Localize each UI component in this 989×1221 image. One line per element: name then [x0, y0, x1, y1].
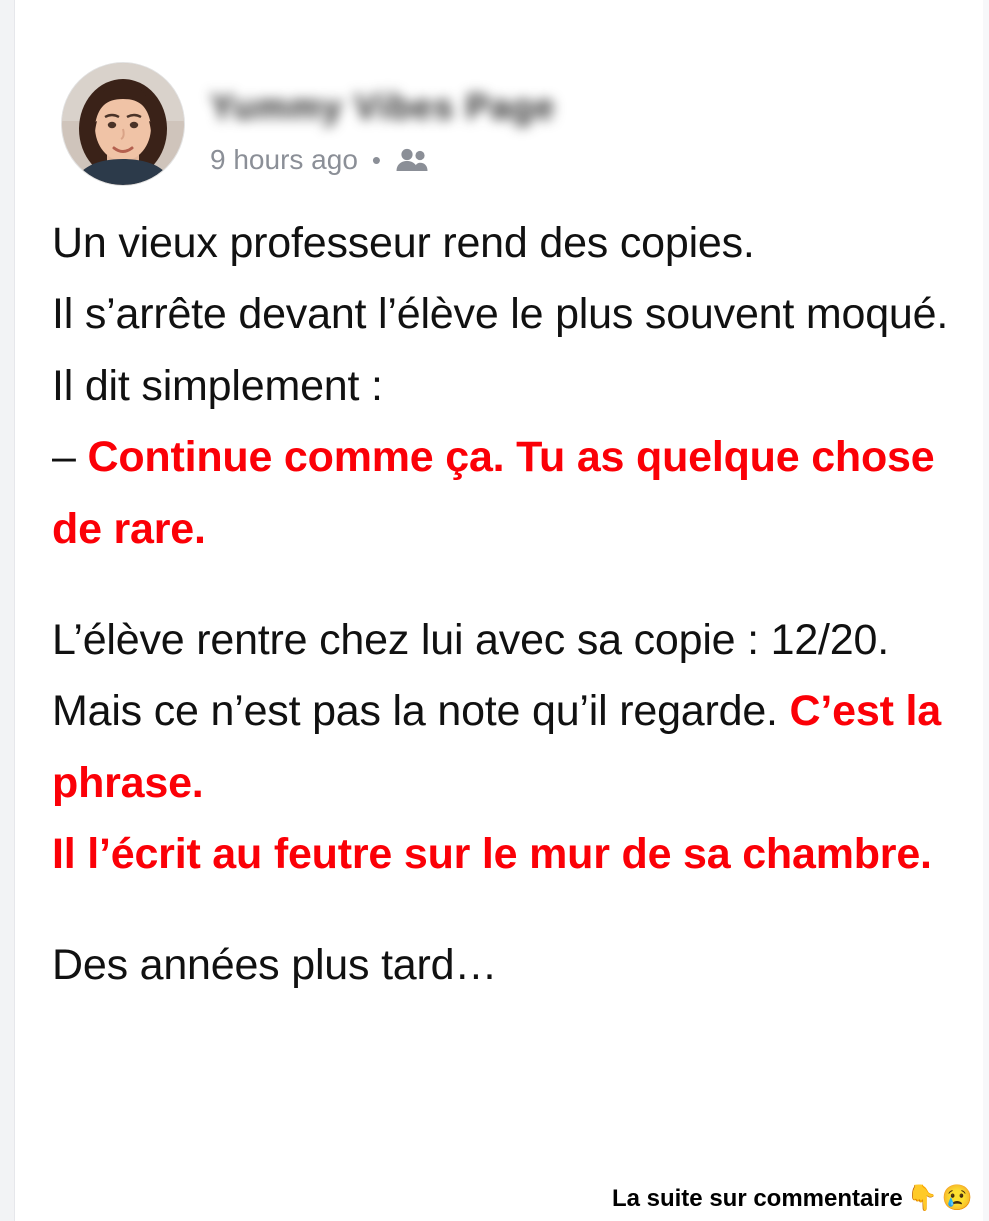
avatar[interactable] — [62, 63, 184, 185]
post-body — [52, 208, 982, 1002]
friends-icon[interactable] — [395, 147, 429, 173]
post-author-block — [210, 86, 930, 176]
post-header — [62, 58, 942, 188]
post-line-4-dash: – — [52, 433, 88, 482]
post-line-5-text: L’élève rentre chez lui avec sa copie : 12/20. Mais ce n’est pas la note qu’il regarde. — [52, 615, 889, 736]
author-name[interactable]: Yummy Vibes Page — [210, 86, 556, 127]
profile-photo-icon — [62, 63, 184, 185]
post-line-2: Il s’arrête devant l’élève le plus souvent moqué. — [52, 290, 949, 339]
post-timestamp[interactable]: 9 hours ago — [210, 144, 358, 175]
post-meta — [210, 144, 930, 176]
post-line-4 — [52, 422, 982, 565]
cta-overlay — [612, 1184, 973, 1213]
post-line-1: Un vieux professeur rend des copies. — [52, 219, 755, 267]
pointing-down-icon: 👇 — [906, 1184, 938, 1212]
page-right-edge — [983, 0, 989, 1221]
paragraph-spacer-2 — [52, 890, 982, 930]
post-line-6: Il l’écrit au feutre sur le mur de sa chambre. — [52, 830, 932, 878]
post-line-3: Il dit simplement : — [52, 361, 383, 410]
cta-text: La suite sur commentaire — [611, 1184, 903, 1212]
page-left-edge — [0, 0, 15, 1221]
post-line-5 — [52, 605, 982, 819]
paragraph-spacer-1 — [52, 565, 982, 605]
post-line-7: Des années plus tard… — [52, 941, 498, 990]
post-line-4-highlight: Continue comme ça. Tu as quelque chose de rare. — [52, 433, 935, 553]
meta-separator: • — [371, 145, 381, 175]
post-line-5-highlight: C’est la phrase. — [52, 687, 941, 807]
crying-face-icon: 😢 — [941, 1184, 973, 1212]
